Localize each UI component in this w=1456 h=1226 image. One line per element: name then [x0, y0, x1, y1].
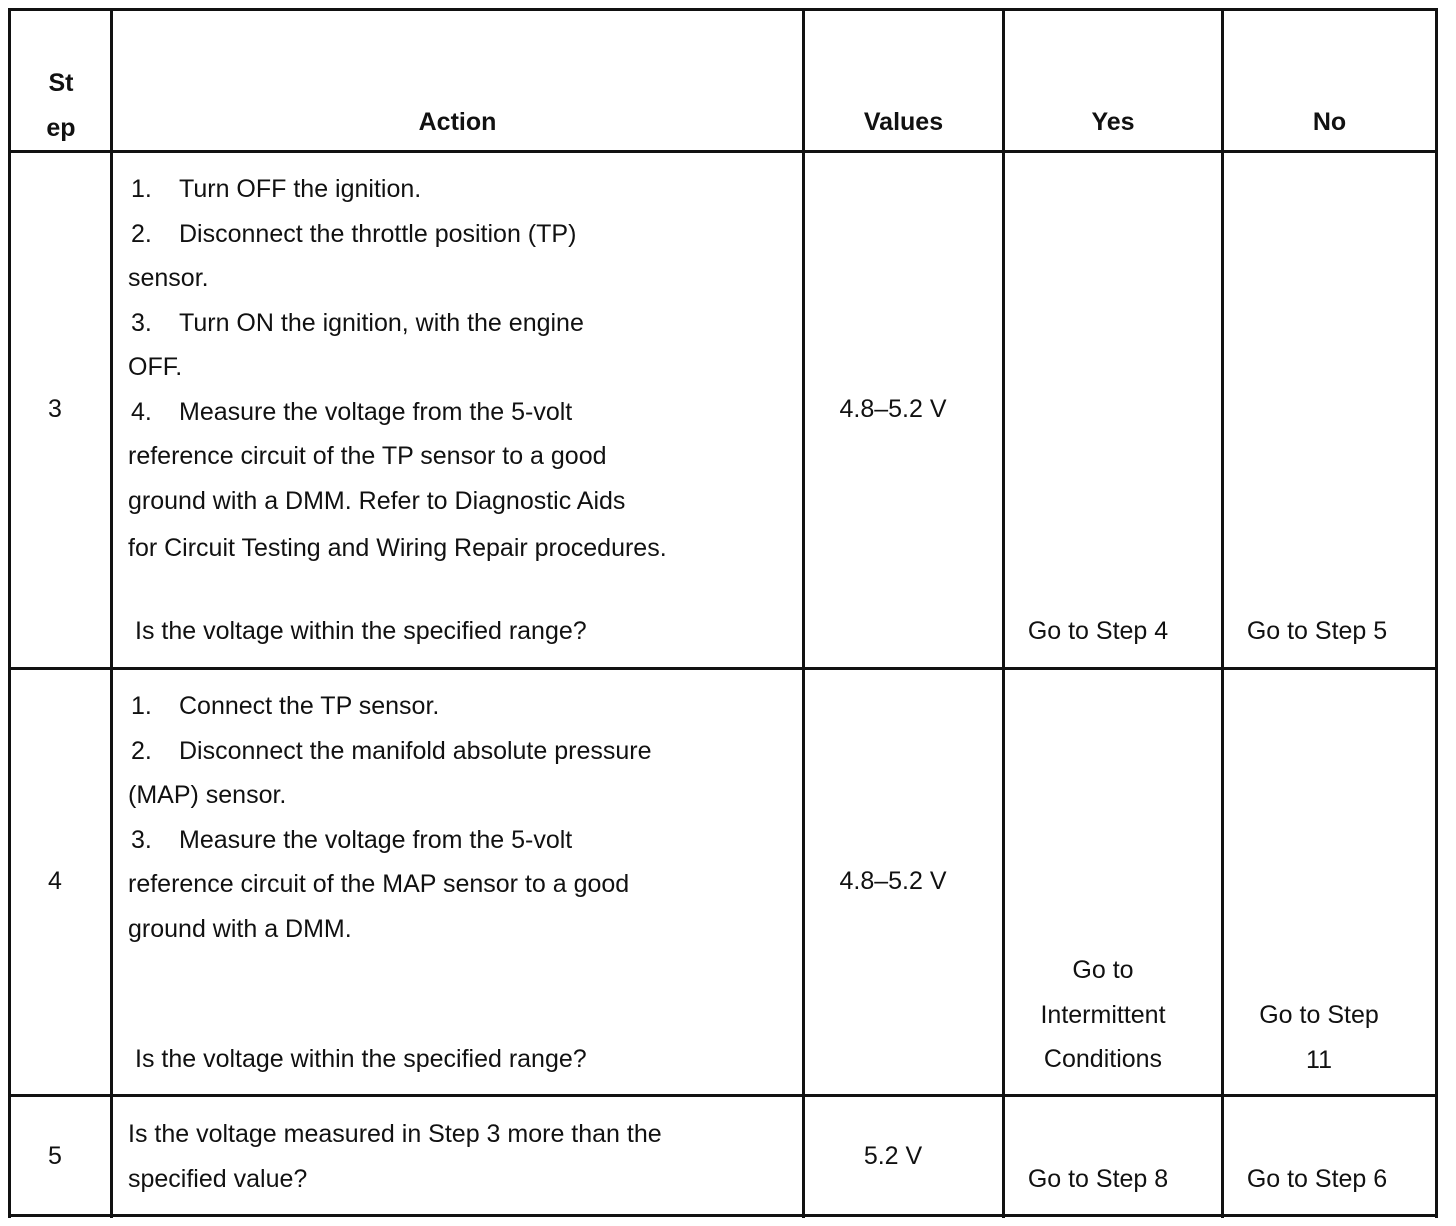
- table-border-left: [8, 8, 11, 1218]
- action-steps: 1. Connect the TP sensor. 2. Disconnect the manifold absolute pressure (MAP) sensor. 3. Measure the voltage from the 5-volt reference circuit of the MAP sensor to a good ground with a DMM.: [128, 684, 652, 951]
- yes-result: Go to Step 4: [1027, 617, 1169, 645]
- list-item: 3. Turn ON the ignition, with the engine: [131, 308, 584, 337]
- row-divider: [8, 150, 1438, 153]
- column-divider: [802, 8, 805, 1218]
- no-result: Go to Step 11: [1259, 1001, 1379, 1074]
- value-threshold: 5.2 V: [863, 1142, 923, 1170]
- list-item: 1. Connect the TP sensor.: [131, 692, 440, 720]
- list-item: 4. Measure the voltage from the 5-volt: [131, 397, 573, 426]
- list-item: 1. Turn OFF the ignition.: [131, 175, 422, 203]
- yes-result: Go to Intermittent Conditions: [1040, 956, 1166, 1073]
- row-divider: [8, 1094, 1438, 1097]
- list-item: 3. Measure the voltage from the 5-volt: [131, 825, 573, 854]
- action-question: Is the voltage within the specified range?: [135, 617, 587, 645]
- step-number: 5: [48, 1142, 62, 1170]
- header-values: Values: [863, 108, 944, 136]
- action-steps: 1. Turn OFF the ignition. 2. Disconnect the throttle position (TP) sensor. 3. Turn ON the ignition, with the engine OFF. 4. Measure the voltage from the 5-volt reference circuit of the TP sensor to a good ground with a DMM. Refer to Diagnostic Aids for Circuit Testing and Wiring Repair procedures.: [128, 167, 667, 571]
- table-border-right: [1435, 8, 1438, 1218]
- list-item: 2. Disconnect the manifold absolute pressure: [131, 736, 652, 765]
- no-result: Go to Step 6: [1246, 1165, 1388, 1193]
- yes-result: Go to Step 8: [1027, 1165, 1169, 1193]
- action-question: Is the voltage within the specified range?: [135, 1045, 587, 1073]
- table-border-top: [8, 8, 1438, 11]
- no-result: Go to Step 5: [1246, 617, 1388, 645]
- row-divider: [8, 667, 1438, 670]
- table-border-bottom: [8, 1214, 1438, 1217]
- value-range: 4.8–5.2 V: [839, 867, 947, 895]
- header-step: St ep: [46, 69, 76, 142]
- list-item: 2. Disconnect the throttle position (TP): [131, 219, 577, 248]
- column-divider: [110, 8, 113, 1218]
- step-number: 4: [48, 867, 62, 895]
- value-range: 4.8–5.2 V: [839, 395, 947, 423]
- header-action: Action: [418, 108, 497, 136]
- header-no: No: [1312, 108, 1347, 136]
- step-number: 3: [48, 395, 62, 423]
- action-question: Is the voltage measured in Step 3 more than the specified value?: [128, 1120, 662, 1193]
- header-yes: Yes: [1091, 108, 1135, 136]
